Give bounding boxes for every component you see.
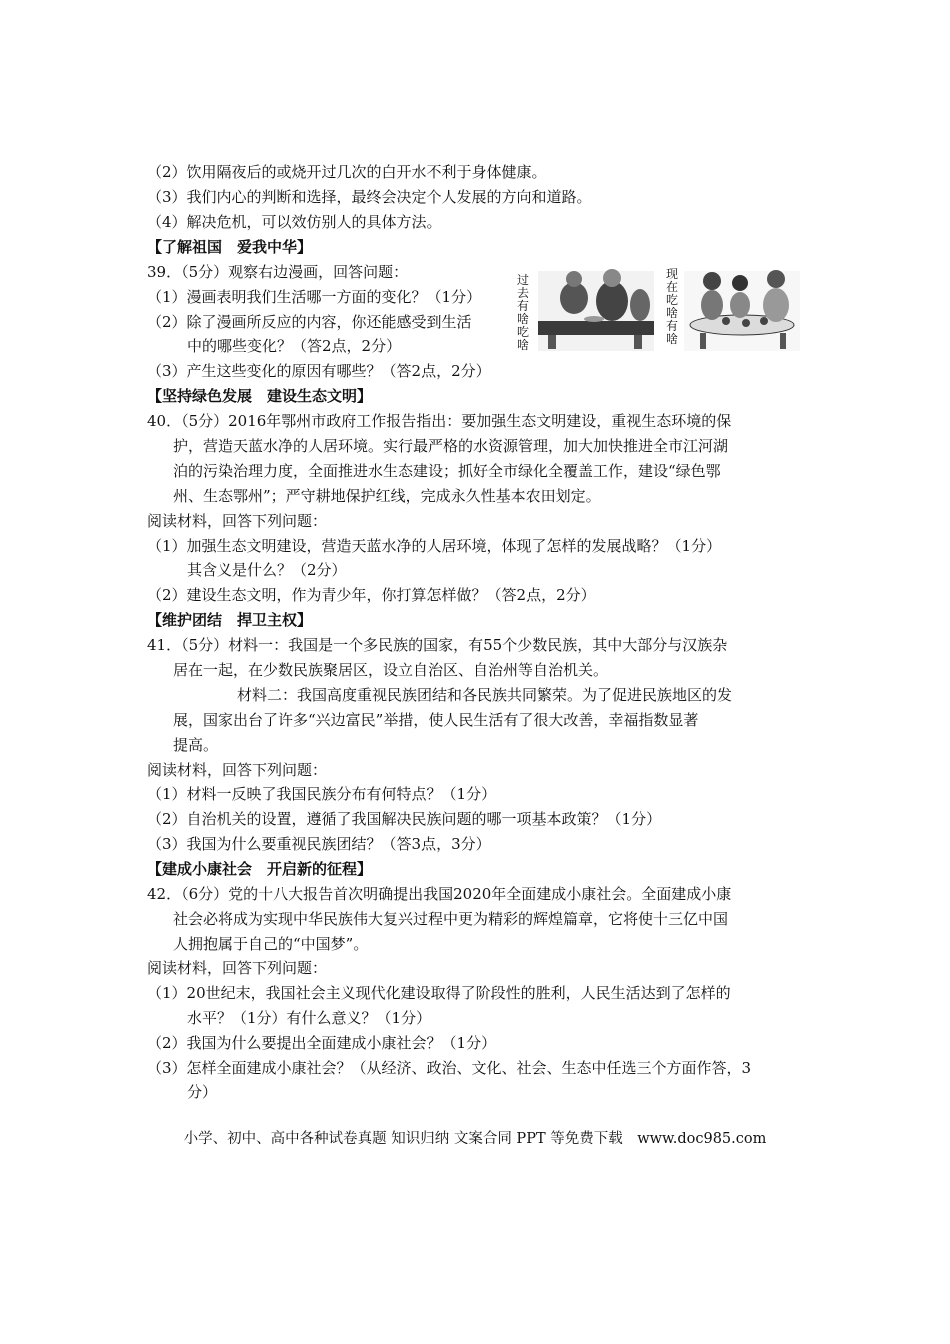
q40-line2: 护，营造天蓝水净的人居环境。实行最严格的水资源管理，加大加快推进全市江河湖: [173, 437, 729, 455]
q40-sub1b: 其含义是什么？（2分）: [187, 561, 347, 579]
q40-sub1a: （1）加强生态文明建设，营造天蓝水净的人居环境，体现了怎样的发展战略？（1分）: [147, 537, 722, 555]
q39-sub3: （3）产生这些变化的原因有哪些？（答2点，2分）: [147, 362, 491, 380]
q39-sub1: （1）漫画表明我们生活哪一方面的变化？（1分）: [147, 288, 482, 306]
section-heading-2: 【坚持绿色发展 建设生态文明】: [147, 387, 373, 405]
q42-line3: 人拥抱属于自己的“中国梦”。: [173, 935, 369, 953]
q42-line1: 42．（6分）党的十八大报告首次明确提出我国2020年全面建成小康社会。全面建成小康: [147, 885, 732, 903]
q41-read: 阅读材料，回答下列问题：: [147, 761, 328, 779]
q39-stem: 39．（5分）观察右边漫画，回答问题：: [147, 263, 409, 281]
q42-sub3b: 分）: [187, 1083, 218, 1101]
right-panel-now: [684, 270, 800, 351]
q39-sub2a: （2）除了漫画所反应的内容，你还能感受到生活: [147, 313, 472, 331]
item-2: （2）饮用隔夜后的或烧开过几次的白开水不利于身体健康。: [147, 163, 547, 181]
cartoon-illustration: [514, 263, 802, 353]
q40-line3: 泊的污染治理力度，全面推进水生态建设；抓好全市绿化全覆盖工作，建设“绿色鄂: [173, 462, 721, 480]
q40-line4: 州、生态鄂州”；严守耕地保护红线，完成永久性基本农田划定。: [173, 487, 601, 505]
q42-line2: 社会必将成为实现中华民族伟大复兴过程中更为精彩的辉煌篇章，它将使十三亿中国: [173, 910, 729, 928]
q41-sub1: （1）材料一反映了我国民族分布有何特点？（1分）: [147, 785, 497, 803]
q41-line4: 展，国家出台了许多“兴边富民”举措，使人民生活有了很大改善，幸福指数显著: [173, 711, 699, 729]
q41-sub3: （3）我国为什么要重视民族团结？（答3点，3分）: [147, 835, 491, 853]
q41-sub2: （2）自治机关的设置，遵循了我国解决民族问题的哪一项基本政策？（1分）: [147, 810, 662, 828]
q42-sub1b: 水平？（1分）有什么意义？（1分）: [187, 1009, 432, 1027]
section-heading-4: 【建成小康社会 开启新的征程】: [147, 860, 373, 878]
q41-line2: 居在一起，在少数民族聚居区，设立自治区、自治州等自治机关。: [173, 661, 609, 679]
item-4: （4）解决危机，可以效仿别人的具体方法。: [147, 213, 442, 231]
section-heading-3: 【维护团结 捍卫主权】: [147, 611, 313, 629]
q40-sub2: （2）建设生态文明，作为青少年，你打算怎样做？（答2点，2分）: [147, 586, 596, 604]
q41-line1: 41．（5分）材料一：我国是一个多民族的国家，有55个少数民族，其中大部分与汉族杂: [147, 636, 728, 654]
cartoon-caption-now: 现在吃啥有啥: [665, 267, 678, 346]
q41-line5: 提高。: [173, 736, 219, 754]
q42-sub2: （2）我国为什么要提出全面建成小康社会？（1分）: [147, 1034, 497, 1052]
q42-read: 阅读材料，回答下列问题：: [147, 959, 328, 977]
cartoon-caption-past: 过去有啥吃啥: [516, 273, 529, 352]
q42-sub1a: （1）20世纪末，我国社会主义现代化建设取得了阶段性的胜利，人民生活达到了怎样的: [147, 984, 731, 1002]
q42-sub3a: （3）怎样全面建成小康社会？（从经济、政治、文化、社会、生态中任选三个方面作答，3: [147, 1059, 752, 1077]
section-heading-1: 【了解祖国 爱我中华】: [147, 238, 313, 256]
q40-read: 阅读材料，回答下列问题：: [147, 512, 328, 530]
q39-sub2b: 中的哪些变化？（答2点，2分）: [187, 337, 402, 355]
item-3: （3）我们内心的判断和选择，最终会决定个人发展的方向和道路。: [147, 188, 592, 206]
page-footer: 小学、初中、高中各种试卷真题 知识归纳 文案合同 PPT 等免费下载 www.doc985.com: [183, 1131, 767, 1147]
q41-line3: 材料二：我国高度重视民族团结和各民族共同繁荣。为了促进民族地区的发: [237, 686, 733, 704]
q40-line1: 40．（5分）2016年鄂州市政府工作报告指出：要加强生态文明建设，重视生态环境的保: [147, 412, 732, 430]
left-panel-past: [538, 269, 654, 351]
